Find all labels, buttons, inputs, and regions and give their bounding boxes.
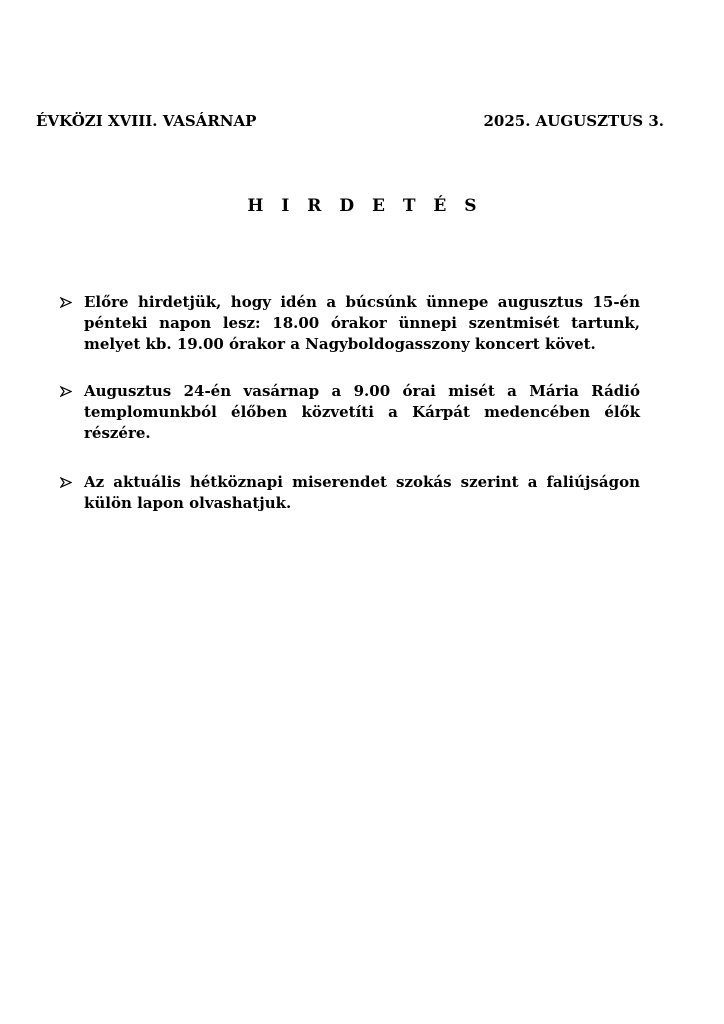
announcement-text: Az aktuális hétköznapi miserendet szokás szerint a faliújságon külön lapon olvashatjuk. — [84, 473, 640, 512]
list-item — [60, 292, 640, 355]
announcement-text: Előre hirdetjük, hogy idén a búcsúnk ünnepe augusztus 15-én pénteki napon lesz: 18.00 órakor ünnepi szentmisét tartunk, melyet kb. 19.00 órakor a Nagyboldogasszony koncert követ. — [84, 293, 640, 353]
list-item — [60, 381, 640, 444]
announcement-list — [60, 292, 640, 540]
liturgical-day: ÉVKÖZI XVIII. VASÁRNAP — [36, 112, 257, 130]
document-date: 2025. AUGUSZTUS 3. — [483, 112, 664, 130]
arrowhead-bullet-icon — [60, 381, 74, 402]
list-item — [60, 472, 640, 514]
page-title: H I R D E T É S — [247, 196, 483, 216]
document-header — [36, 112, 664, 130]
arrowhead-bullet-icon — [60, 472, 74, 493]
announcement-text: Augusztus 24-én vasárnap a 9.00 órai misét a Mária Rádió templomunkból élőben közvetíti a Kárpát medencében élők részére. — [84, 382, 640, 442]
arrowhead-bullet-icon — [60, 292, 74, 313]
